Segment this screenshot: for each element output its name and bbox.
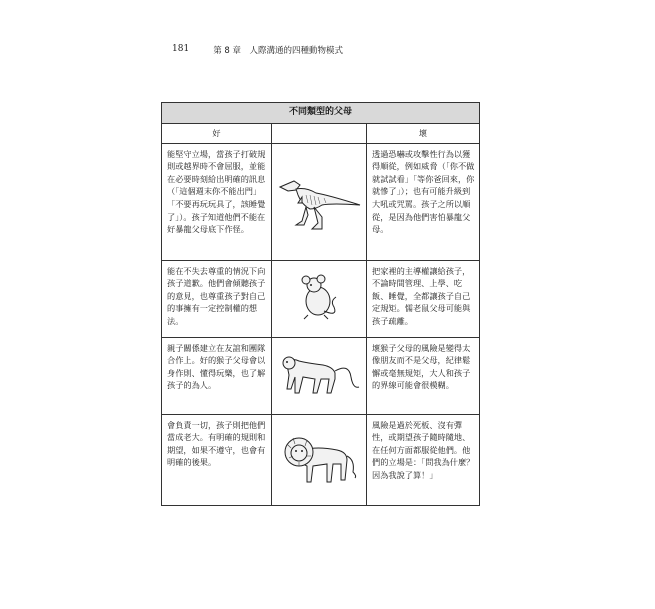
column-header-image [272, 124, 367, 144]
bad-cell: 把家裡的主導權讓給孩子，不論時間管理、上學、吃飯、睡覺，全都讓孩子自己定規矩。懦老鼠父母可能與孩子疏離。 [367, 260, 480, 337]
dinosaur-icon [276, 165, 362, 235]
table-row [162, 414, 480, 505]
mouse-icon [294, 271, 344, 323]
running-header [172, 44, 343, 56]
column-header-bad: 壞 [367, 124, 480, 144]
column-header-good: 好 [162, 124, 272, 144]
good-cell: 能堅守立場，當孩子打破規則或越界時不會屈服，並能在必要時刻給出明確的訊息（「這個週末你不能出門」「不要再玩玩具了，該睡覺了」）。孩子知道他們不能在好暴龍父母底下作怪。 [162, 143, 272, 260]
table-title: 不同類型的父母 [162, 103, 480, 124]
parent-types-table [161, 102, 480, 506]
monkey-icon [277, 349, 361, 399]
good-cell: 親子關係建立在友誼和團隊合作上。好的猴子父母會以身作則、懂得玩樂，也了解孩子的為人。 [162, 337, 272, 414]
bad-cell: 壞猴子父母的風險是變得太像朋友而不是父母，紀律鬆懈或毫無規矩，大人和孩子的界線可能會很模糊。 [367, 337, 480, 414]
good-cell: 會負責一切，孩子則把他們當成老大。有明確的規則和期望，如果不遵守，也會有明確的後果。 [162, 414, 272, 505]
good-cell: 能在不失去尊重的情況下向孩子道歉。他們會傾聽孩子的意見，也尊重孩子對自己的事擁有一定控制權的想法。 [162, 260, 272, 337]
bad-cell: 風險是過於死板、沒有彈性，或期望孩子隨時隨地、在任何方面都服從他們。他們的立場是：「問我為什麼？因為我說了算！」 [367, 414, 480, 505]
page-number: 181 [172, 44, 190, 54]
table-row [162, 260, 480, 337]
bad-cell: 透過恐嚇或攻擊性行為以獲得順從，例如威脅（「你不做就試試看」「等你爸回來，你就慘了」）；也有可能升級到大吼或咒罵。孩子之所以順從，是因為他們害怕暴龍父母。 [367, 143, 480, 260]
chapter-title: 第 8 章 人際溝通的四種動物模式 [213, 46, 344, 56]
lion-icon [277, 426, 361, 490]
table-row [162, 143, 480, 260]
table-row [162, 337, 480, 414]
